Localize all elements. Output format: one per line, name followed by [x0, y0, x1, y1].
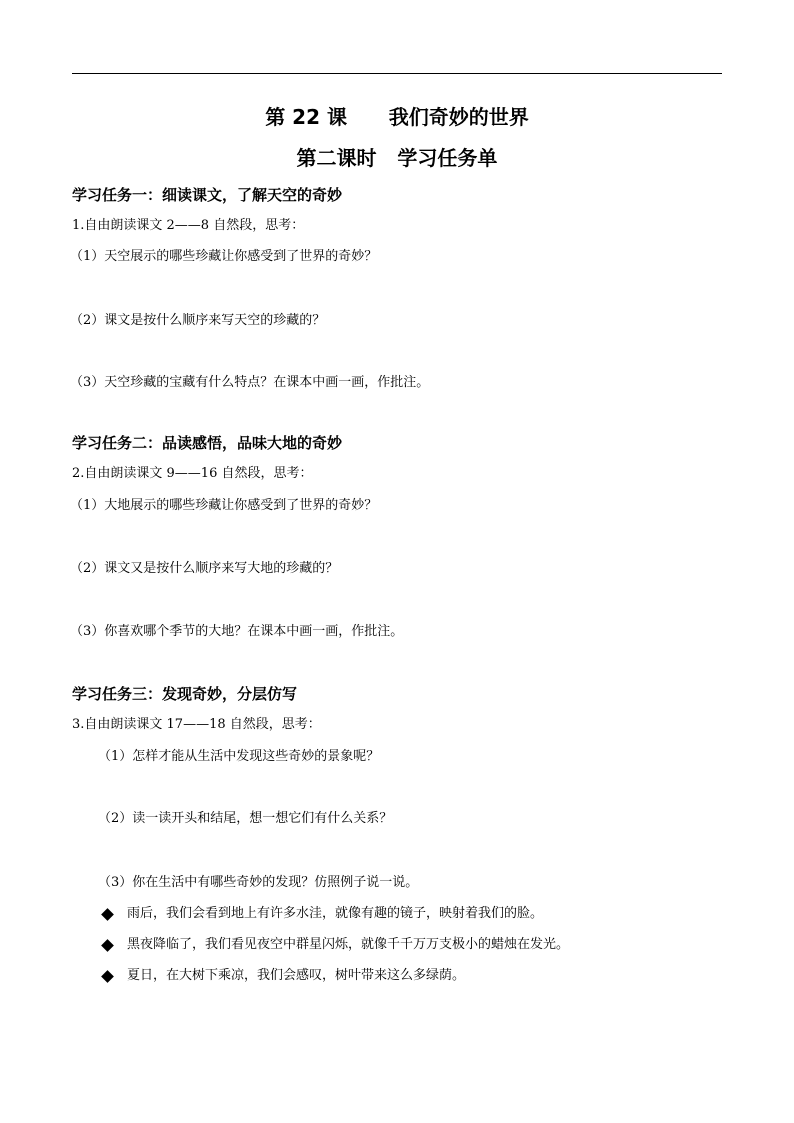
lesson-subtitle: 第二课时 学习任务单	[296, 146, 498, 170]
task-1-question-1: （1）天空展示的哪些珍藏让你感受到了世界的奇妙？	[70, 249, 378, 264]
example-text-2: 黑夜降临了，我们看见夜空中群星闪烁，就像千千万万支极小的蜡烛在发光。	[127, 937, 570, 952]
task-3-intro: 3.自由朗读课文 17——18 自然段，思考：	[72, 717, 321, 732]
example-item-2	[101, 937, 569, 953]
task-1-question-3: （3）天空珍藏的宝藏有什么特点？在课本中画一画，作批注。	[70, 375, 430, 390]
diamond-bullet-icon	[101, 970, 114, 983]
example-item-3	[101, 968, 465, 984]
header-rule	[72, 73, 722, 74]
task-1-question-2: （2）课文是按什么顺序来写天空的珍藏的？	[70, 313, 326, 328]
task-2-question-2: （2）课文又是按什么顺序来写大地的珍藏的？	[70, 561, 339, 576]
task-3-question-3: （3）你在生活中有哪些奇妙的发现？仿照例子说一说。	[98, 875, 419, 890]
diamond-bullet-icon	[101, 908, 114, 921]
task-3-heading: 学习任务三：发现奇妙，分层仿写	[72, 685, 298, 703]
task-1-heading: 学习任务一：细读课文，了解天空的奇妙	[72, 186, 343, 204]
example-text-3: 夏日，在大树下乘凉，我们会感叹，树叶带来这么多绿荫。	[127, 968, 466, 983]
example-text-1: 雨后，我们会看到地上有许多水洼，就像有趣的镜子，映射着我们的脸。	[127, 906, 544, 921]
task-1-intro: 1.自由朗读课文 2——8 自然段，思考：	[72, 218, 305, 233]
task-2-intro: 2.自由朗读课文 9——16 自然段，思考：	[72, 466, 313, 481]
lesson-title: 第 22 课 我们奇妙的世界	[265, 105, 529, 129]
task-3-question-1: （1）怎样才能从生活中发现这些奇妙的景象呢？	[98, 749, 380, 764]
task-2-question-3: （3）你喜欢哪个季节的大地？在课本中画一画，作批注。	[70, 624, 404, 639]
task-2-question-1: （1）大地展示的哪些珍藏让你感受到了世界的奇妙？	[70, 498, 378, 513]
task-3-question-2: （2）读一读开头和结尾，想一想它们有什么关系？	[98, 811, 393, 826]
task-2-heading: 学习任务二：品读感悟，品味大地的奇妙	[72, 434, 343, 452]
diamond-bullet-icon	[101, 939, 114, 952]
example-item-1	[101, 906, 543, 922]
